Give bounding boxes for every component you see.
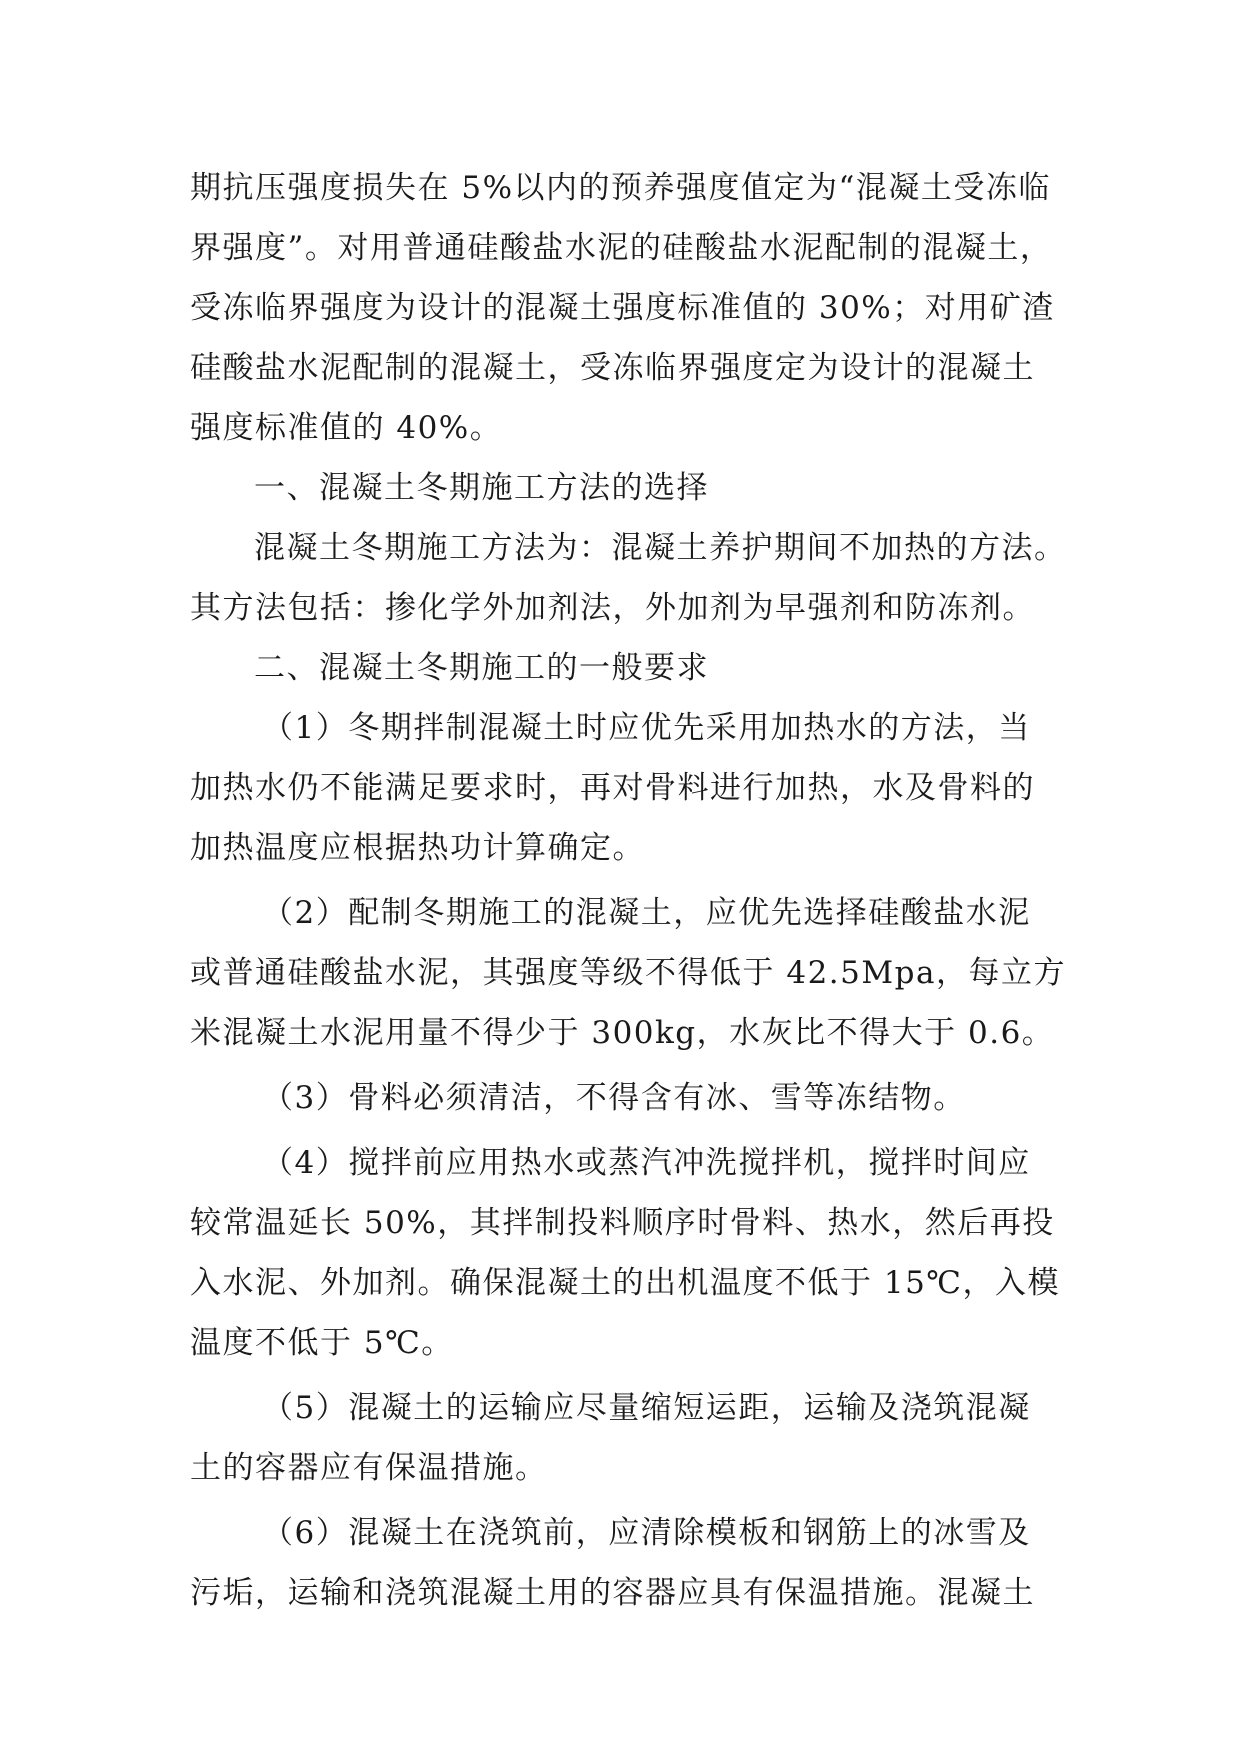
text-line: 强度标准值的 40%。 [190,410,503,446]
text-line: 混凝土冬期施工方法为：混凝土养护期间不加热的方法。 [254,530,1067,566]
text-line: （5）混凝土的运输应尽量缩短运距，运输及浇筑混凝 [262,1390,1031,1426]
text-line: 污垢，运输和浇筑混凝土用的容器应具有保温措施。混凝土 [190,1575,1035,1611]
text-line: 受冻临界强度为设计的混凝土强度标准值的 30%；对用矿渣 [190,290,1055,326]
text-line: （2）配制冬期施工的混凝土，应优先选择硅酸盐水泥 [262,895,1031,931]
text-line: （3）骨料必须清洁，不得含有冰、雪等冻结物。 [262,1080,966,1116]
text-line: 入水泥、外加剂。确保混凝土的出机温度不低于 15℃，入模 [190,1265,1060,1301]
section-heading: 一、混凝土冬期施工方法的选择 [254,470,709,506]
text-line: 其方法包括：掺化学外加剂法，外加剂为早强剂和防冻剂。 [190,590,1035,626]
text-line: 或普通硅酸盐水泥，其强度等级不得低于 42.5Mpa，每立方 [190,955,1066,991]
text-line: 较常温延长 50%，其拌制投料顺序时骨料、热水，然后再投 [190,1205,1055,1241]
text-line: 米混凝土水泥用量不得少于 300kg，水灰比不得大于 0.6。 [190,1015,1055,1051]
text-line: （4）搅拌前应用热水或蒸汽冲洗搅拌机，搅拌时间应 [262,1145,1031,1181]
document-body [190,158,1067,1623]
text-line: 硅酸盐水泥配制的混凝土，受冻临界强度定为设计的混凝土 [190,350,1035,386]
text-line: 期抗压强度损失在 5%以内的预养强度值定为“混凝土受冻临 [190,170,1051,206]
text-line: （6）混凝土在浇筑前，应清除模板和钢筋上的冰雪及 [262,1515,1031,1551]
text-line: 温度不低于 5℃。 [190,1325,454,1361]
text-line: 界强度”。对用普通硅酸盐水泥的硅酸盐水泥配制的混凝土， [190,230,1053,266]
text-line: 土的容器应有保温措施。 [190,1450,548,1486]
section-heading: 二、混凝土冬期施工的一般要求 [254,650,709,686]
text-line: 加热温度应根据热功计算确定。 [190,830,645,866]
text-line: 加热水仍不能满足要求时，再对骨料进行加热，水及骨料的 [190,770,1035,806]
text-line: （1）冬期拌制混凝土时应优先采用加热水的方法，当 [262,710,1031,746]
